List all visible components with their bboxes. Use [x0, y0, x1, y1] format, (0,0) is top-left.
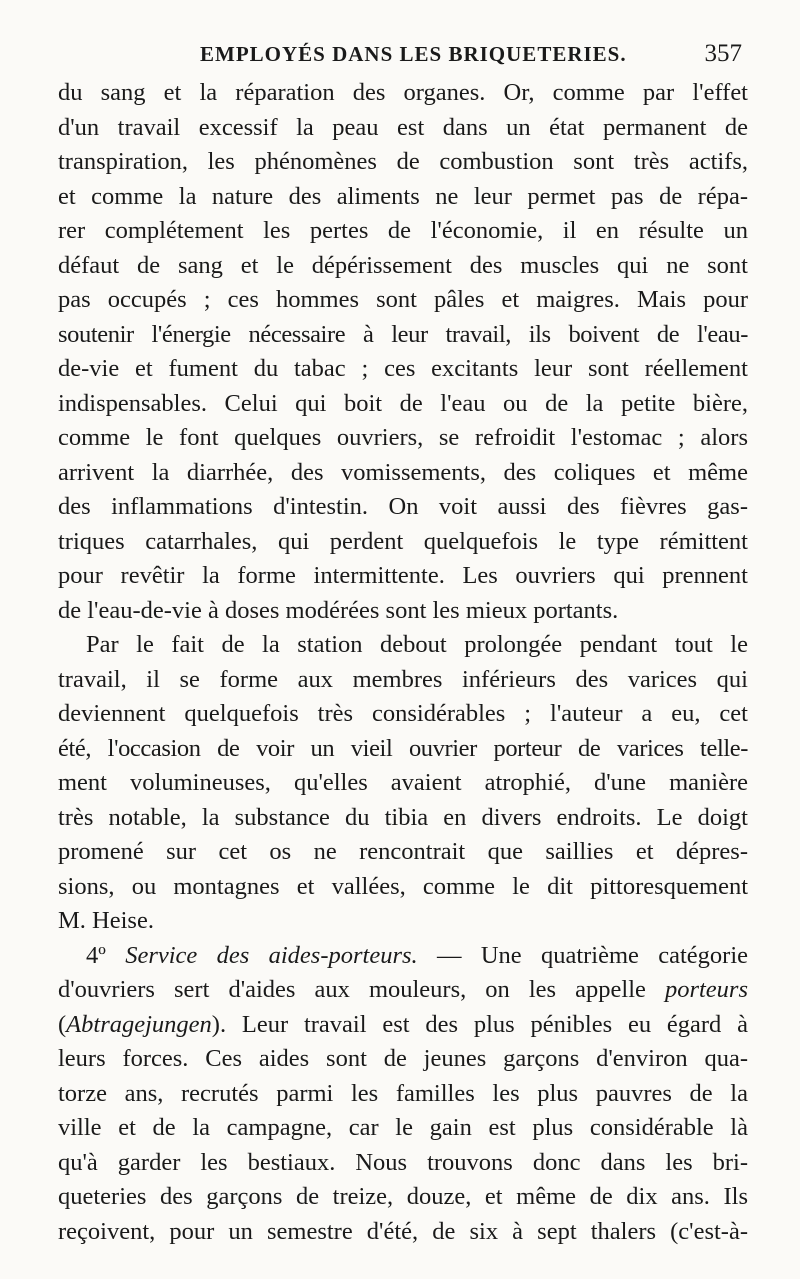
text-line: triques catarrhales, qui perdent quelquefois le type rémittent	[58, 527, 748, 555]
text-line: transpiration, les phénomènes de combustion sont très actifs,	[58, 148, 748, 175]
text-line: qu'à garder les bestiaux. Nous trouvons donc dans les bri-	[58, 1148, 748, 1176]
text-line: travail, il se forme aux membres inférieurs des varices qui	[58, 665, 748, 693]
text-line: queteries des garçons de treize, douze, et même de dix ans. Ils	[58, 1183, 748, 1210]
text-line: des inflammations d'intestin. On voit aussi des fièvres gas-	[58, 493, 748, 520]
text-line: indispensables. Celui qui boit de l'eau ou de la petite bière,	[58, 389, 748, 417]
text-line: ment volumineuses, qu'elles avaient atrophié, d'une manière	[58, 769, 748, 796]
text-line: de-vie et fument du tabac ; ces excitants leur sont réellement	[58, 355, 748, 382]
running-title: EMPLOYÉS DANS LES BRIQUETERIES.	[200, 42, 627, 66]
text-line: pas occupés ; ces hommes sont pâles et maigres. Mais pour	[58, 286, 748, 313]
text-line: rer complétement les pertes de l'économie, il en résulte un	[58, 217, 748, 244]
italic-term: Abtragejungen	[66, 1010, 212, 1038]
page-header	[0, 40, 800, 74]
text-segment: — Une quatrième catégorie	[417, 941, 749, 969]
text-line: arrivent la diarrhée, des vomissements, des coliques et même	[58, 458, 748, 486]
text-line: de l'eau-de-vie à doses modérées sont les mieux portants.	[58, 596, 619, 624]
section-number: 4º	[86, 941, 106, 969]
text-line: sions, ou montagnes et vallées, comme le dit pittoresquement	[58, 872, 748, 900]
page-number: 357	[704, 40, 742, 67]
text-line: défaut de sang et le dépérissement des muscles qui ne sont	[58, 251, 748, 279]
text-line: très notable, la substance du tibia en divers endroits. Le doigt	[58, 803, 748, 831]
text-line	[58, 973, 748, 1008]
text-line: Par le fait de la station debout prolongée pendant tout le	[86, 631, 748, 658]
text-segment: ). Leur travail est des plus pénibles eu égard à	[211, 1010, 748, 1038]
body-text	[58, 76, 748, 1249]
text-line: soutenir l'énergie nécessaire à leur travail, ils boivent de l'eau-	[58, 320, 748, 348]
text-line: leurs forces. Ces aides sont de jeunes garçons d'environ qua-	[58, 1045, 748, 1072]
text-line: du sang et la réparation des organes. Or, comme par l'effet	[58, 79, 748, 106]
text-line: promené sur cet os ne rencontrait que saillies et dépres-	[58, 838, 748, 865]
text-line: ville et de la campagne, car le gain est plus considérable là	[58, 1114, 748, 1141]
text-line	[58, 1008, 748, 1043]
text-line: reçoivent, pour un semestre d'été, de six à sept thalers (c'est-à-	[58, 1217, 748, 1245]
text-line: comme le font quelques ouvriers, se refroidit l'estomac ; alors	[58, 424, 748, 451]
text-line: pour revêtir la forme intermittente. Les ouvriers qui prennent	[58, 562, 748, 589]
text-segment: (	[58, 1010, 67, 1038]
section-heading-line	[58, 939, 748, 974]
text-line: M. Heise.	[58, 907, 154, 934]
text-line: été, l'occasion de voir un vieil ouvrier porteur de varices telle-	[58, 734, 748, 762]
text-segment: d'ouvriers sert d'aides aux mouleurs, on les appelle	[58, 976, 665, 1003]
text-line: deviennent quelquefois très considérables ; l'auteur a eu, cet	[58, 700, 748, 727]
section-title: Service des aides-porteurs.	[125, 941, 418, 969]
text-line: d'un travail excessif la peau est dans un état permanent de	[58, 113, 748, 141]
text-line: et comme la nature des aliments ne leur permet pas de répa-	[58, 182, 748, 210]
text-line: torze ans, recrutés parmi les familles les plus pauvres de la	[58, 1079, 748, 1107]
italic-term: porteurs	[664, 976, 748, 1003]
